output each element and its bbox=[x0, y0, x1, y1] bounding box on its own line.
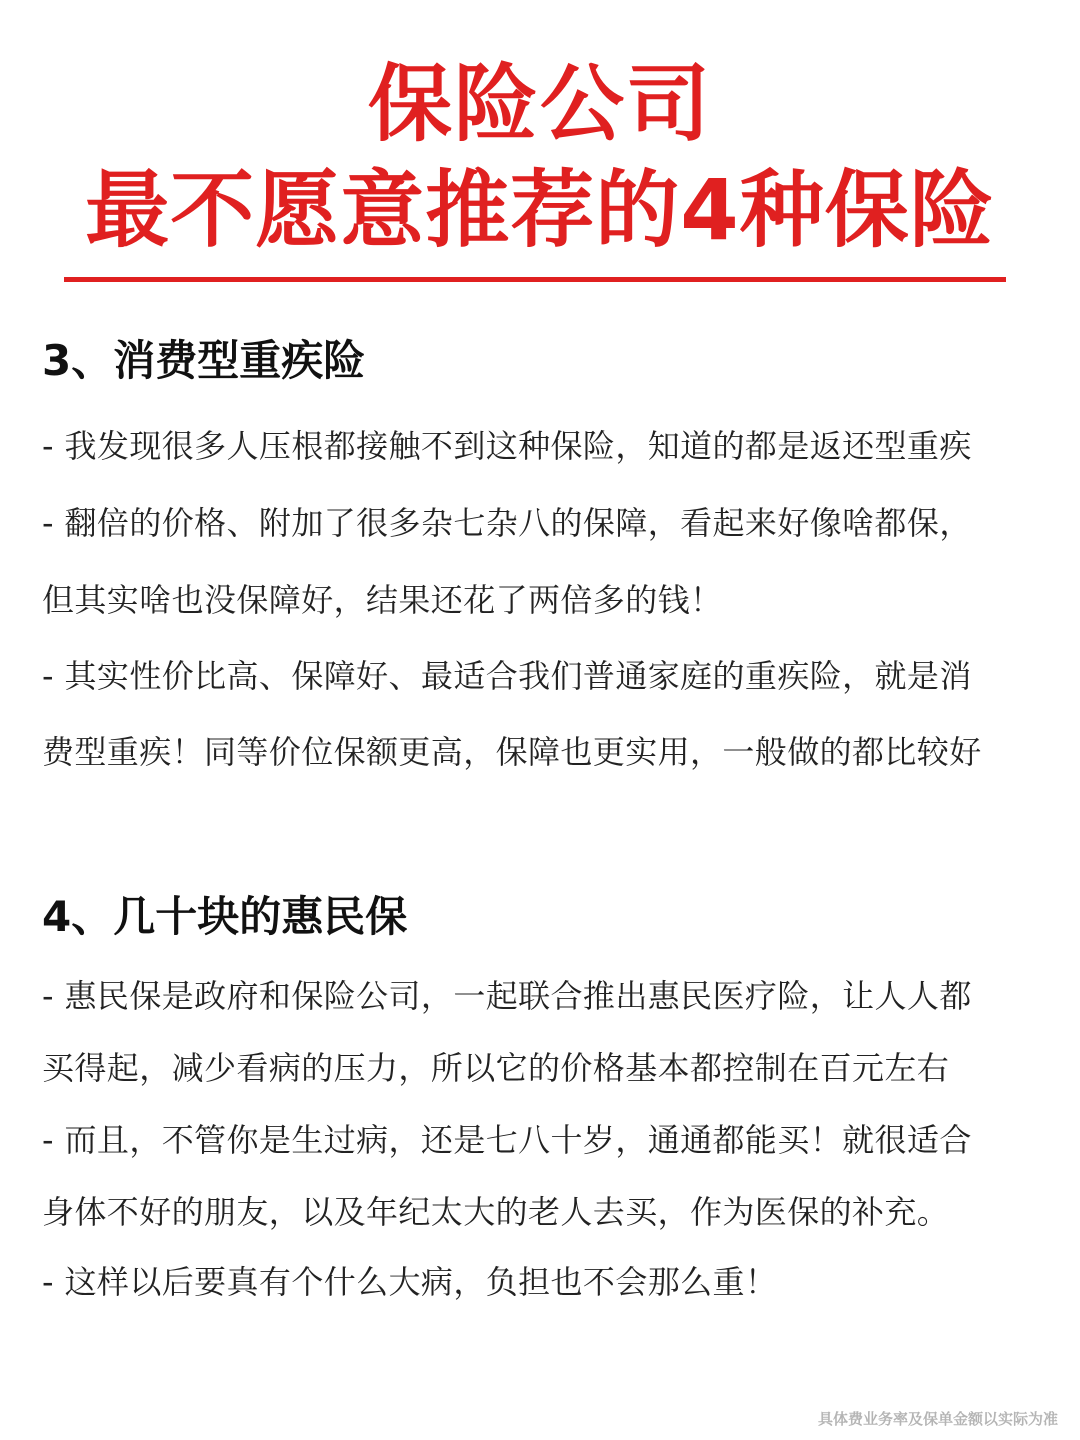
section-4-line-1: - 惠民保是政府和保险公司，一起联合推出惠民医疗险，让人人都 bbox=[42, 977, 972, 1015]
section-4-line-5: - 这样以后要真有个什么大病，负担也不会那么重！ bbox=[42, 1263, 778, 1301]
section-3-line-2: - 翻倍的价格、附加了很多杂七杂八的保障，看起来好像啥都保， bbox=[42, 504, 972, 542]
section-3-line-3: 但其实啥也没保障好，结果还花了两倍多的钱！ bbox=[42, 581, 723, 619]
section-3-line-5: 费型重疾！同等价位保额更高，保障也更实用，一般做的都比较好 bbox=[42, 733, 982, 771]
section-heading-consumer-critical-illness: 3、消费型重疾险 bbox=[42, 336, 366, 385]
section-4-line-3: - 而且，不管你是生过病，还是七八十岁，通通都能买！就很适合 bbox=[42, 1121, 972, 1159]
section-4-line-2: 买得起，减少看病的压力，所以它的价格基本都控制在百元左右 bbox=[42, 1049, 950, 1087]
section-heading-huiminbao: 4、几十块的惠民保 bbox=[42, 892, 408, 941]
section-4-line-4: 身体不好的朋友，以及年纪太大的老人去买，作为医保的补充。 bbox=[42, 1193, 950, 1231]
section-3-line-4: - 其实性价比高、保障好、最适合我们普通家庭的重疾险，就是消 bbox=[42, 657, 972, 695]
title-divider bbox=[64, 277, 1006, 282]
title-line-2: 最不愿意推荐的4种保险 bbox=[85, 161, 995, 259]
title-line-1: 保险公司 bbox=[367, 55, 712, 153]
disclaimer-footnote: 具体费业务率及保单金额以实际为准 bbox=[817, 1410, 1058, 1428]
section-3-line-1: - 我发现很多人压根都接触不到这种保险，知道的都是返还型重疾 bbox=[42, 427, 972, 465]
